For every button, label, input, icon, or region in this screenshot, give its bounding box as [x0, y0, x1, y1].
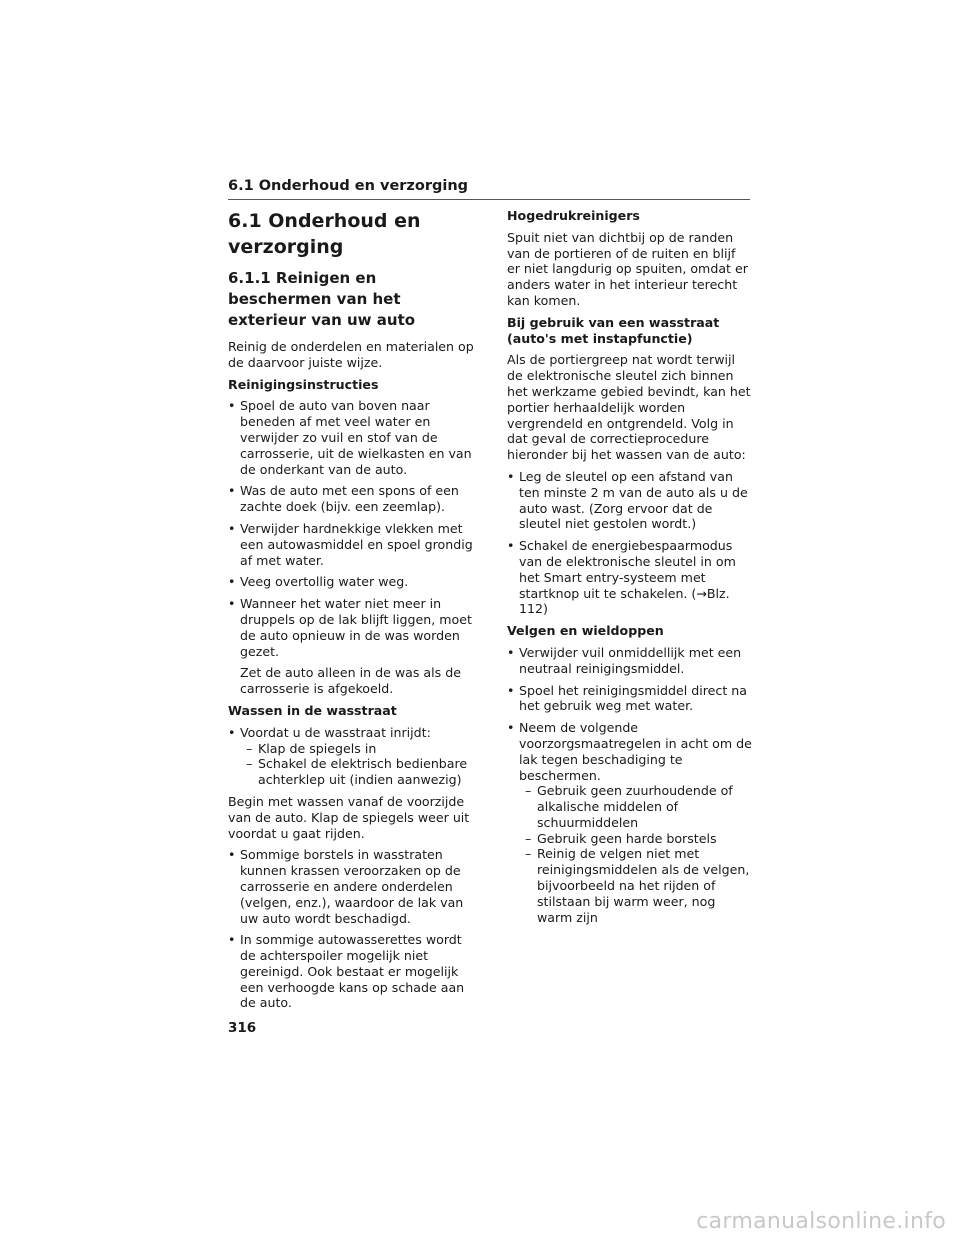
subsection-title: 6.1.1 Reinigen en beschermen van het exterieur van uw auto	[228, 269, 416, 329]
list-item: • Verwijder hardnekkige vlekken met een autowasmiddel en spoel grondig af met water.	[228, 521, 478, 568]
list-item: • Spoel het reinigingsmiddel direct na het gebruik weg met water.	[507, 683, 752, 715]
list-item-continuation: Zet de auto alleen in de was als de carrosserie is afgekoeld.	[240, 665, 461, 697]
sub-list-item: – Klap de spiegels in	[246, 741, 478, 757]
sub-list	[240, 741, 478, 788]
sub-list-item: – Gebruik geen zuurhoudende of alkalische middelen of schuurmiddelen	[525, 783, 752, 830]
page-number: 316	[228, 1020, 257, 1036]
list-item: • Sommige borstels in wasstraten kunnen krassen veroorzaken op de carrosserie en andere onderdelen (velgen, enz.), waardoor de lak van uw auto wordt beschadigd.	[228, 847, 478, 926]
list-item: • Verwijder vuil onmiddellijk met een neutraal reinigingsmiddel.	[507, 645, 752, 677]
list-item: • Spoel de auto van boven naar beneden af met veel water en verwijder zo vuil en stof van de carrosserie, uit de wielkasten en van de onderkant van de auto.	[228, 398, 478, 477]
running-header: 6.1 Onderhoud en verzorging	[228, 178, 469, 194]
left-column	[228, 208, 478, 1017]
heading-reinigingsinstructies: Reinigingsinstructies	[228, 376, 379, 392]
sub-list-item: – Gebruik geen harde borstels	[525, 831, 752, 847]
list-item: • In sommige autowasserettes wordt de achterspoiler mogelijk niet gereinigd. Ook bestaat er mogelijk een verhoogde kans op schade aan de auto.	[228, 932, 478, 1011]
sub-list	[519, 783, 752, 925]
heading-wasstraat-instapfunctie: Bij gebruik van een wasstraat (auto's met instapfunctie)	[507, 314, 720, 346]
header-rule	[228, 199, 750, 200]
sub-list-item: – Reinig de velgen niet met reinigingsmiddelen als de velgen, bijvoorbeeld na het rijden of stilstaan bij warm weer, nog warm zijn	[525, 846, 752, 925]
wassen-list	[228, 725, 478, 788]
list-item: • Wanneer het water niet meer in druppels op de lak blijft liggen, moet de auto opnieuw in de was worden gezet. Zet de auto alleen in de was als de carrosserie is afgekoeld.	[228, 596, 478, 697]
list-item: • Schakel de energiebespaarmodus van de elektronische sleutel in om het Smart entry-systeem met startknop uit te schakelen. (→Blz. 112)	[507, 538, 752, 617]
sub-list-item: – Schakel de elektrisch bedienbare achterklep uit (indien aanwezig)	[246, 756, 478, 788]
list-item: • Leg de sleutel op een afstand van ten minste 2 m van de auto als u de auto wast. (Zorg ervoor dat de sleutel niet gestolen wordt.)	[507, 469, 752, 532]
wasstraat-paragraph: Als de portiergreep nat wordt terwijl de elektronische sleutel zich binnen het werkzame gebied bevindt, kan het portier herhaaldelijk worden vergrendeld en ontgrendeld. Volg in dat geval de correctieprocedure hieronder bij het wassen van de auto:	[507, 352, 751, 463]
reinig-list	[228, 398, 478, 697]
section-title: 6.1 Onderhoud en verzorging	[228, 210, 421, 258]
heading-wassen-in-de-wasstraat: Wassen in de wasstraat	[228, 702, 397, 718]
velgen-list	[507, 645, 752, 926]
wasstraat-list	[507, 469, 752, 617]
list-item: • Was de auto met een spons of een zachte doek (bijv. een zeemlap).	[228, 483, 478, 515]
watermark: carmanualsonline.info	[696, 1209, 946, 1234]
hogedruk-paragraph: Spuit niet van dichtbij op de randen van de portieren of de ruiten en blijf er niet langdurig op spuiten, omdat er anders water in het interieur terecht kan komen.	[507, 229, 748, 308]
list-item: • Neem de volgende voorzorgsmaatregelen in acht om de lak tegen beschadiging te beschermen. – Gebruik geen zuurhoudende of alkalische middelen of schuurmiddelen – Gebruik geen harde borstels – Reinig de velgen niet met reinigingsmiddelen als de velgen, bijvoorbeeld na het rijden of stilstaan bij warm weer, nog warm zijn	[507, 720, 752, 925]
begin-paragraph: Begin met wassen vanaf de voorzijde van de auto. Klap de spiegels weer uit voordat u gaat rijden.	[228, 793, 470, 841]
borstels-list	[228, 847, 478, 1011]
right-column	[507, 208, 752, 931]
heading-hogedrukreinigers: Hogedrukreinigers	[507, 208, 640, 223]
intro-paragraph: Reinig de onderdelen en materialen op de daarvoor juiste wijze.	[228, 339, 474, 370]
list-item: • Veeg overtollig water weg.	[228, 574, 478, 590]
list-item: • Voordat u de wasstraat inrijdt: – Klap de spiegels in – Schakel de elektrisch bedienbare achterklep uit (indien aanwezig)	[228, 725, 478, 788]
heading-velgen-en-wieldoppen: Velgen en wieldoppen	[507, 623, 664, 639]
